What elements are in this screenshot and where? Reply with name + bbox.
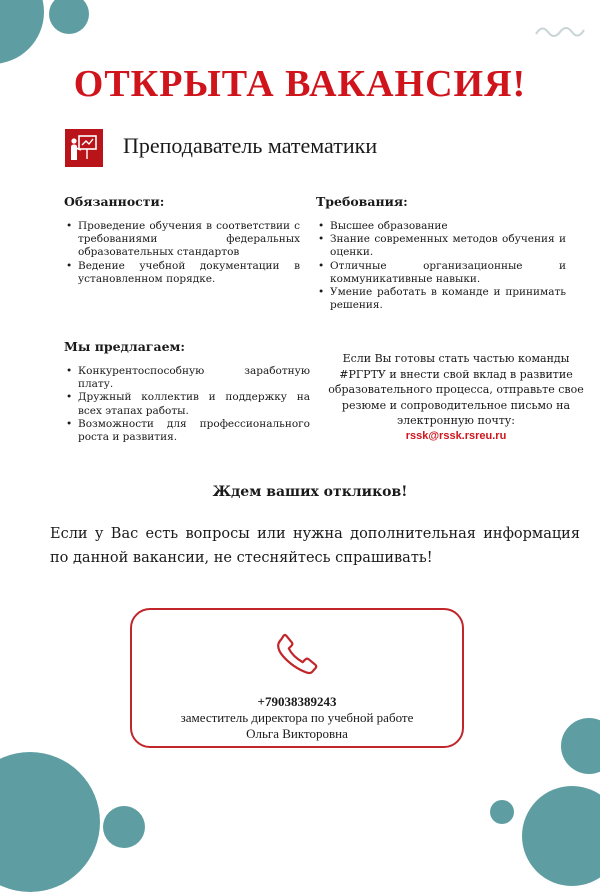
invite-text: Если Вы готовы стать частью команды #РГРТУ и внести свой вклад в развитие образовательного процесса, отправьте свое резюме и сопроводительное письмо на электронную почту: bbox=[328, 352, 584, 427]
list-item: • Высшее образование bbox=[316, 220, 566, 233]
teacher-board-icon bbox=[65, 129, 103, 167]
list-item: • Проведение обучения в соответствии с требованиями федеральных образовательных стандартов bbox=[64, 220, 300, 260]
duties-list bbox=[64, 220, 300, 286]
list-item: • Умение работать в команде и принимать решения. bbox=[316, 286, 566, 312]
waiting-heading: Ждем ваших откликов! bbox=[212, 484, 408, 500]
duties-heading: Обязанности: bbox=[64, 194, 165, 209]
contact-role: заместитель директора по учебной работе bbox=[180, 710, 414, 725]
requirements-list bbox=[316, 220, 566, 312]
list-item: • Возможности для профессионального роста и развития. bbox=[64, 418, 310, 444]
phone-icon bbox=[273, 630, 321, 678]
offer-list bbox=[64, 365, 310, 444]
decor-wave-icon bbox=[534, 22, 590, 40]
phone-number[interactable]: +79038389243 bbox=[257, 694, 337, 709]
decor-circle-top bbox=[49, 0, 89, 34]
invite-block bbox=[325, 351, 587, 444]
list-item: • Ведение учебной документации в установленном порядке. bbox=[64, 260, 300, 286]
questions-text: Если у Вас есть вопросы или нужна дополнительная информация по данной вакансии, не стесняйтесь спрашивать! bbox=[50, 526, 580, 566]
list-item: • Знание современных методов обучения и оценки. bbox=[316, 233, 566, 259]
position-title: Преподаватель математики bbox=[123, 133, 378, 158]
decor-circle-bottom-mid bbox=[103, 806, 145, 848]
list-item: • Дружный коллектив и поддержку на всех этапах работы. bbox=[64, 391, 310, 417]
requirements-heading: Требования: bbox=[316, 194, 408, 209]
list-item: • Конкурентоспособную заработную плату. bbox=[64, 365, 310, 391]
contact-card bbox=[130, 608, 464, 748]
offer-heading: Мы предлагаем: bbox=[64, 339, 185, 354]
decor-circle-top-left bbox=[0, 0, 44, 64]
decor-circle-bottom-left bbox=[0, 752, 100, 892]
page-title: ОТКРЫТА ВАКАНСИЯ! bbox=[73, 63, 527, 105]
decor-circle-right-small bbox=[490, 800, 514, 824]
contact-name: Ольга Викторовна bbox=[246, 726, 348, 741]
decor-circle-bottom-right bbox=[522, 786, 600, 886]
decor-circle-right-top bbox=[561, 718, 600, 774]
list-item: • Отличные организационные и коммуникативные навыки. bbox=[316, 260, 566, 286]
email-link[interactable]: rssk@rssk.rsreu.ru bbox=[405, 429, 507, 442]
